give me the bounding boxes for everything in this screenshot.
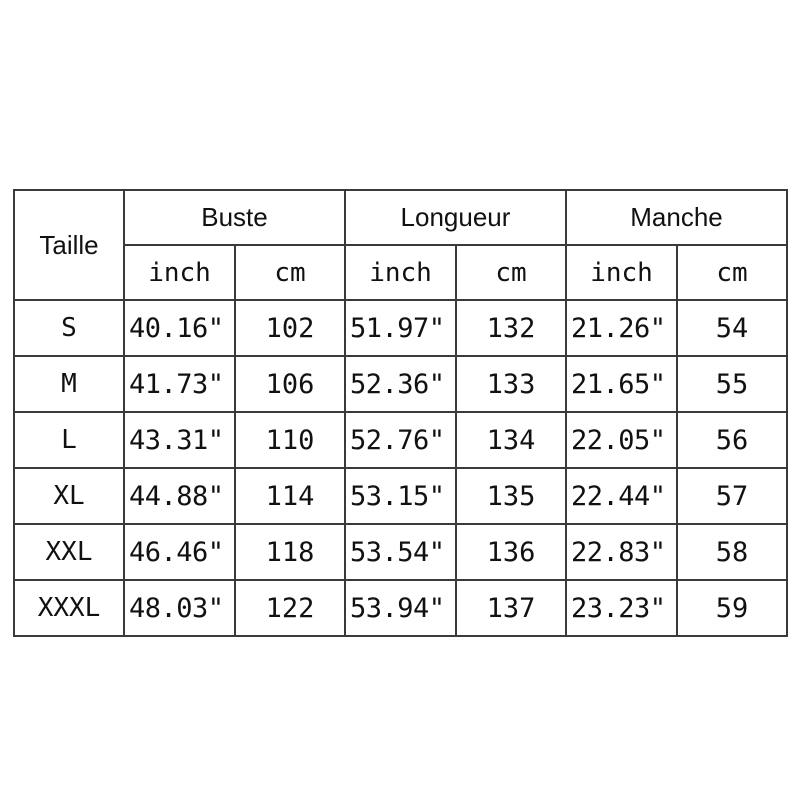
length-inch-unit: inch [345, 245, 456, 300]
size-chart-table [13, 189, 788, 637]
length-cm-cell: 133 [456, 356, 566, 412]
length-inch-cell: 53.94" [345, 580, 456, 636]
sleeve-cm-cell: 58 [677, 524, 787, 580]
length-inch-cell: 53.15" [345, 468, 456, 524]
sleeve-inch-cell: 22.83" [566, 524, 677, 580]
size-cell: XXXL [14, 580, 124, 636]
bust-inch-cell: 44.88" [124, 468, 235, 524]
table-row [14, 524, 787, 580]
length-cm-cell: 134 [456, 412, 566, 468]
length-header: Longueur [345, 190, 566, 245]
table-row [14, 412, 787, 468]
sleeve-inch-cell: 21.26" [566, 300, 677, 356]
sleeve-header: Manche [566, 190, 787, 245]
sleeve-cm-cell: 55 [677, 356, 787, 412]
sleeve-inch-cell: 21.65" [566, 356, 677, 412]
sleeve-cm-cell: 56 [677, 412, 787, 468]
sleeve-inch-cell: 22.05" [566, 412, 677, 468]
length-inch-cell: 51.97" [345, 300, 456, 356]
header-group-row [14, 190, 787, 245]
bust-cm-cell: 118 [235, 524, 345, 580]
bust-inch-unit: inch [124, 245, 235, 300]
table-row [14, 468, 787, 524]
sleeve-cm-cell: 54 [677, 300, 787, 356]
size-cell: XXL [14, 524, 124, 580]
bust-inch-cell: 46.46" [124, 524, 235, 580]
length-cm-unit: cm [456, 245, 566, 300]
bust-inch-cell: 48.03" [124, 580, 235, 636]
bust-inch-cell: 41.73" [124, 356, 235, 412]
bust-cm-unit: cm [235, 245, 345, 300]
sleeve-cm-cell: 57 [677, 468, 787, 524]
length-cm-cell: 132 [456, 300, 566, 356]
sleeve-inch-cell: 23.23" [566, 580, 677, 636]
size-cell: XL [14, 468, 124, 524]
length-inch-cell: 52.36" [345, 356, 456, 412]
sleeve-cm-unit: cm [677, 245, 787, 300]
header-unit-row [14, 245, 787, 300]
length-inch-cell: 53.54" [345, 524, 456, 580]
length-cm-cell: 136 [456, 524, 566, 580]
size-cell: S [14, 300, 124, 356]
size-column-header: Taille [14, 190, 124, 300]
length-cm-cell: 137 [456, 580, 566, 636]
bust-cm-cell: 102 [235, 300, 345, 356]
table-row [14, 356, 787, 412]
bust-inch-cell: 43.31" [124, 412, 235, 468]
size-cell: L [14, 412, 124, 468]
bust-cm-cell: 122 [235, 580, 345, 636]
size-cell: M [14, 356, 124, 412]
bust-cm-cell: 106 [235, 356, 345, 412]
sleeve-cm-cell: 59 [677, 580, 787, 636]
bust-cm-cell: 114 [235, 468, 345, 524]
bust-inch-cell: 40.16" [124, 300, 235, 356]
length-inch-cell: 52.76" [345, 412, 456, 468]
bust-header: Buste [124, 190, 345, 245]
sleeve-inch-unit: inch [566, 245, 677, 300]
bust-cm-cell: 110 [235, 412, 345, 468]
length-cm-cell: 135 [456, 468, 566, 524]
sleeve-inch-cell: 22.44" [566, 468, 677, 524]
table-row [14, 580, 787, 636]
table-row [14, 300, 787, 356]
